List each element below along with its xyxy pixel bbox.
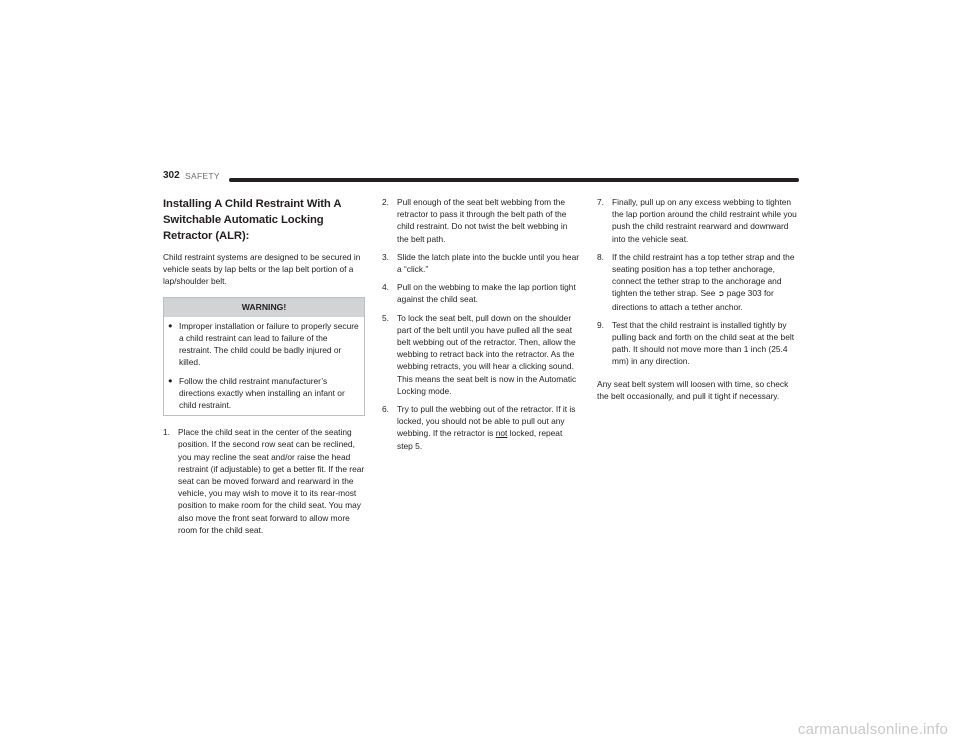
page-reference-arrow-icon: ➲ (717, 289, 725, 299)
page-header (163, 170, 799, 186)
step-7: 7. Finally, pull up on any excess webbing to tighten the lap portion around the child restraint while you push the child restraint rearward and downward into the vehicle seat. (597, 197, 797, 244)
step-8: 8. If the child restraint has a top tether strap and the seating position has a top tether anchorage, connect the tether strap to the anchorage and tighten the tether strap. See ➲ page 303 for directions to attach a tether anchor. (597, 251, 795, 312)
step-4: 4. Pull on the webbing to make the lap portion tight against the child seat. (382, 282, 576, 305)
section-heading: Installing A Child Restraint With A Switchable Automatic Locking Retractor (ALR): (163, 198, 341, 242)
bullet-icon: ● (168, 320, 173, 330)
emphasis-not: not (495, 428, 508, 439)
watermark: carmanualsonline.info (797, 721, 948, 738)
warning-box (163, 297, 365, 417)
page-number: 302 (163, 170, 180, 181)
warning-title: WARNING! (164, 298, 364, 317)
step-1: 1. Place the child seat in the center of the seating position. If the second row seat can be reclined, you may recline the seat and/or raise the head restraint (if adjustable) to get a better fit. If the rear seat can be moved forward and rearward in the vehicle, you may wish to move it to its rear-most position to make room for the child seat. You may also move the front seat forward to allow more room for the child seat. (163, 427, 365, 535)
section-title: SAFETY (185, 171, 220, 181)
step-9: 9. Test that the child restraint is installed tightly by pulling back and forth on the child seat at the belt path. It should not move more than 1 inch (25.4 mm) in any direction. (597, 319, 795, 367)
step-2: 2. Pull enough of the seat belt webbing from the retractor to pass it through the belt path of the child restraint. Do not twist the belt webbing in the belt path. (382, 197, 568, 244)
intro-paragraph: Child restraint systems are designed to be secured in vehicle seats by lap belts or the lap belt portion of a lap/shoulder belt. (163, 252, 361, 287)
warning-item: ● Improper installation or failure to properly secure a child restraint can lead to failure of the restraint. The child could be badly injured or killed. (168, 320, 359, 368)
bullet-icon: ● (168, 375, 173, 385)
step-5: 5. To lock the seat belt, pull down on the shoulder part of the belt until you have pulled all the seat belt webbing out of the retractor. Then, allow the webbing to retract back into the retractor. As the webbing retracts, you will hear a clicking sound. This means the seat belt is now in the Automatic Locking mode. (382, 312, 577, 396)
column-middle (382, 196, 580, 458)
header-rule (229, 178, 799, 182)
column-left (163, 196, 365, 542)
step-3: 3. Slide the latch plate into the buckle until you hear a “click.” (382, 251, 580, 275)
step-6: 6. Try to pull the webbing out of the retractor. If it is locked, you should not be able to pull out any webbing. If the retractor is not locked, repeat step 5. (382, 404, 576, 451)
warning-item: ● Follow the child restraint manufacturer’s directions exactly when installing an infant or child restraint. (168, 375, 345, 411)
column-right (597, 196, 800, 402)
closing-paragraph: Any seat belt system will loosen with time, so check the belt occasionally, and pull it tight if necessary. (597, 378, 789, 401)
